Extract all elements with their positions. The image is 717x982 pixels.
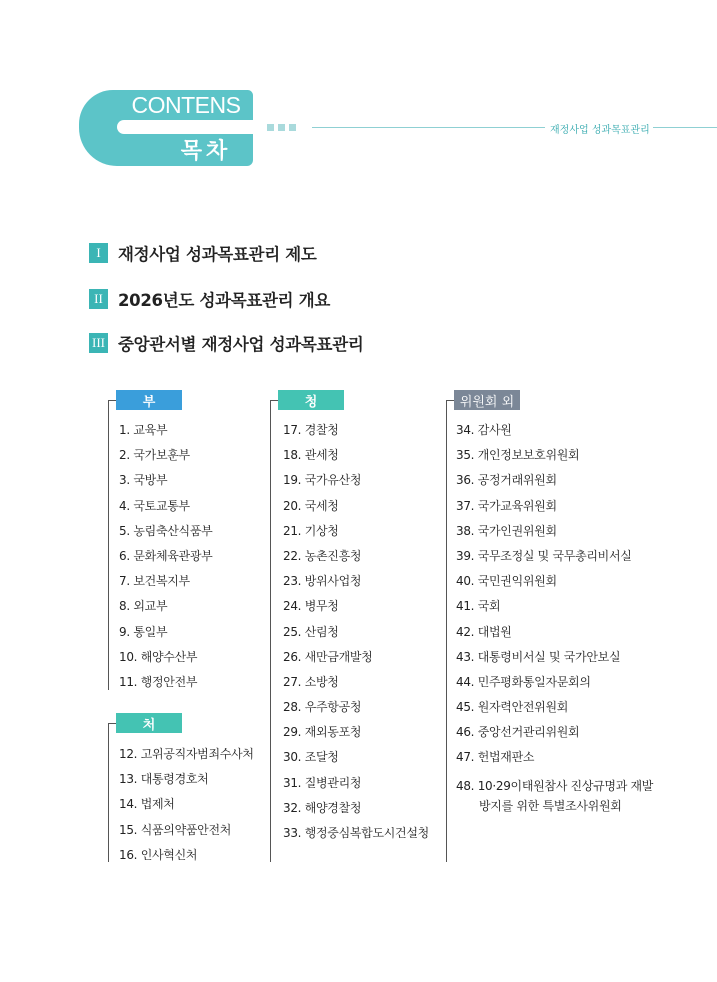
tab-bu: 부 bbox=[116, 390, 182, 410]
list-item[interactable]: 13. 대통령경호처 bbox=[119, 772, 209, 787]
section-numeral: I bbox=[89, 243, 108, 263]
section-3[interactable] bbox=[89, 331, 363, 355]
cheong-bracket bbox=[270, 400, 271, 862]
decorative-dots bbox=[267, 124, 296, 131]
list-item[interactable]: 19. 국가유산청 bbox=[283, 473, 362, 488]
list-item[interactable]: 7. 보건복지부 bbox=[119, 574, 190, 589]
list-item[interactable]: 18. 관세청 bbox=[283, 448, 339, 463]
list-item[interactable]: 23. 방위사업청 bbox=[283, 574, 362, 589]
list-item[interactable]: 12. 고위공직자범죄수사처 bbox=[119, 747, 254, 761]
list-item[interactable]: 2. 국가보훈부 bbox=[119, 448, 190, 463]
list-item[interactable]: 47. 헌법재판소 bbox=[456, 750, 535, 765]
bu-list bbox=[119, 423, 212, 700]
list-item[interactable]: 17. 경찰청 bbox=[283, 423, 339, 437]
section-1[interactable] bbox=[89, 241, 317, 265]
list-item[interactable]: 26. 새만금개발청 bbox=[283, 649, 373, 664]
running-header-title: 재정사업 성과목표관리 bbox=[550, 125, 650, 136]
list-item-line: 방지를 위한 특별조사위원회 bbox=[479, 798, 622, 813]
list-item[interactable]: 35. 개인정보보호위원회 bbox=[456, 448, 580, 463]
tab-cheo: 처 bbox=[116, 713, 182, 733]
list-item[interactable]: 44. 민주평화통일자문회의 bbox=[456, 674, 591, 689]
cheong-list bbox=[283, 423, 429, 851]
list-item-line: 48. 10·29이태원참사 진상규명과 재발 bbox=[456, 778, 654, 793]
list-item[interactable]: 16. 인사혁신처 bbox=[119, 847, 198, 862]
list-item[interactable]: 38. 국가인권위원회 bbox=[456, 523, 557, 538]
tab-committee: 위원회 외 bbox=[454, 390, 520, 410]
list-item[interactable]: 4. 국토교통부 bbox=[119, 498, 190, 513]
list-item[interactable]: 22. 농촌진흥청 bbox=[283, 548, 362, 563]
list-item[interactable]: 10. 해양수산부 bbox=[119, 649, 198, 664]
section-title: 중앙관서별 재정사업 성과목표관리 bbox=[118, 335, 364, 354]
badge-korean-title: 목차 bbox=[180, 139, 232, 164]
list-item[interactable]: 21. 기상청 bbox=[283, 523, 339, 538]
list-item[interactable]: 1. 교육부 bbox=[119, 423, 168, 437]
header-rule-left bbox=[312, 127, 545, 128]
list-item[interactable]: 11. 행정안전부 bbox=[119, 674, 198, 689]
committee-bracket bbox=[446, 400, 447, 862]
list-item[interactable]: 37. 국가교육위원회 bbox=[456, 498, 557, 513]
list-item[interactable]: 29. 재외동포청 bbox=[283, 725, 362, 740]
tab-cheong: 청 bbox=[278, 390, 344, 410]
list-item[interactable]: 9. 통일부 bbox=[119, 624, 168, 639]
list-item[interactable]: 30. 조달청 bbox=[283, 750, 339, 765]
list-item[interactable]: 3. 국방부 bbox=[119, 473, 168, 488]
list-item[interactable]: 46. 중앙선거관리위원회 bbox=[456, 725, 580, 740]
list-item[interactable]: 8. 외교부 bbox=[119, 599, 168, 614]
list-item[interactable]: 6. 문화체육관광부 bbox=[119, 548, 213, 563]
section-numeral: II bbox=[89, 289, 108, 309]
list-item[interactable]: 40. 국민권익위원회 bbox=[456, 574, 557, 589]
list-item[interactable]: 36. 공정거래위원회 bbox=[456, 473, 557, 488]
list-item[interactable]: 27. 소방청 bbox=[283, 674, 339, 689]
list-item[interactable]: 14. 법제처 bbox=[119, 797, 175, 812]
list-item[interactable]: 20. 국세청 bbox=[283, 498, 339, 513]
header-rule-right bbox=[653, 127, 717, 128]
cheo-list bbox=[119, 747, 254, 873]
list-item[interactable]: 5. 농림축산식품부 bbox=[119, 523, 213, 538]
list-item[interactable]: 34. 감사원 bbox=[456, 423, 512, 437]
list-item[interactable]: 31. 질병관리청 bbox=[283, 775, 362, 790]
cheo-bracket bbox=[108, 723, 109, 862]
section-title: 2026년도 성과목표관리 개요 bbox=[118, 291, 331, 310]
list-item[interactable]: 32. 해양경찰청 bbox=[283, 800, 362, 815]
badge-english-title: CONTENS bbox=[131, 92, 241, 118]
badge-divider bbox=[117, 120, 267, 134]
list-item[interactable]: 42. 대법원 bbox=[456, 624, 512, 639]
bu-bracket bbox=[108, 400, 109, 690]
list-item[interactable]: 28. 우주항공청 bbox=[283, 700, 362, 715]
list-item[interactable]: 41. 국회 bbox=[456, 599, 501, 614]
list-item[interactable]: 25. 산림청 bbox=[283, 624, 339, 639]
list-item[interactable]: 39. 국무조정실 및 국무총리비서실 bbox=[456, 548, 632, 563]
list-item[interactable]: 43. 대통령비서실 및 국가안보실 bbox=[456, 649, 621, 664]
contents-badge bbox=[79, 90, 253, 166]
section-2[interactable] bbox=[89, 287, 330, 311]
list-item[interactable]: 45. 원자력안전위원회 bbox=[456, 700, 569, 715]
list-item[interactable]: 33. 행정중심복합도시건설청 bbox=[283, 826, 429, 840]
committee-list bbox=[456, 423, 653, 816]
section-title: 재정사업 성과목표관리 제도 bbox=[118, 245, 317, 264]
list-item[interactable]: 15. 식품의약품안전처 bbox=[119, 822, 232, 837]
list-item[interactable] bbox=[456, 776, 653, 816]
section-numeral: III bbox=[89, 333, 108, 353]
list-item[interactable]: 24. 병무청 bbox=[283, 599, 339, 614]
